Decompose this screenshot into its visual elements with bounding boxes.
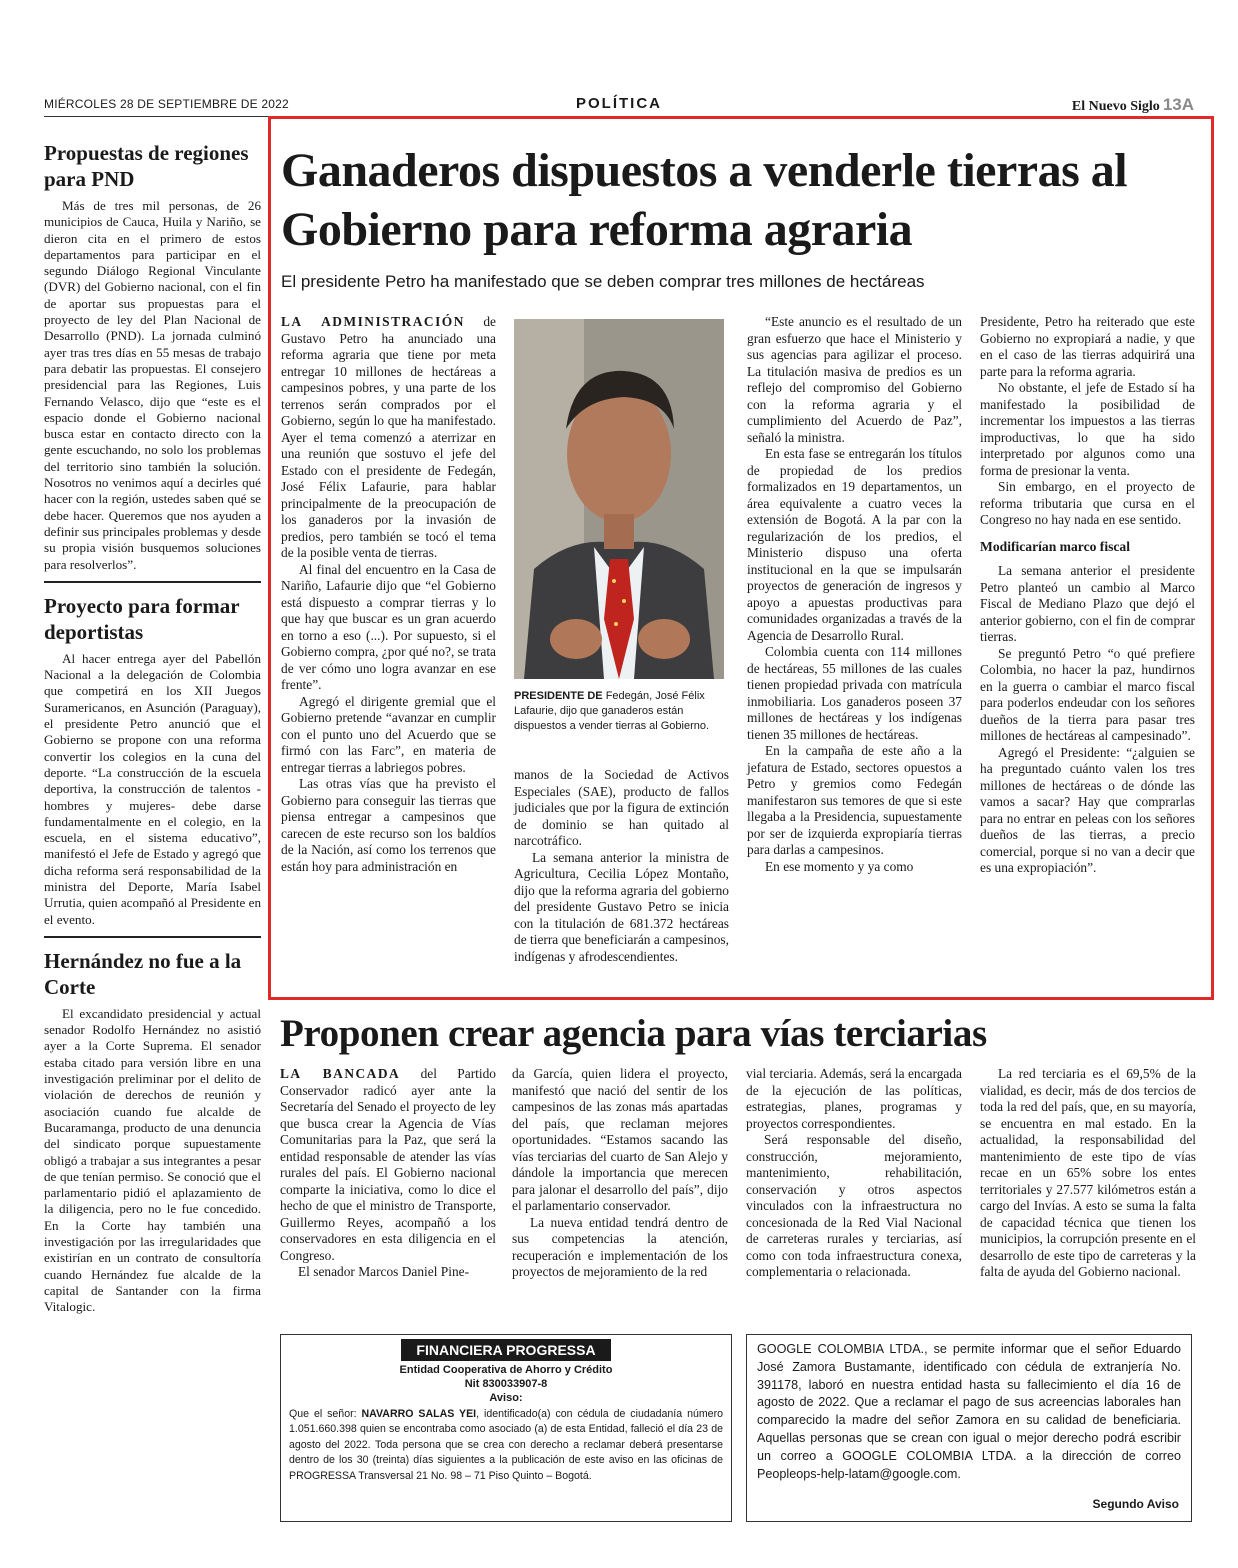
sidebar-story-pnd: [44, 140, 261, 573]
lead-column-4: [980, 314, 1195, 877]
portrait-photo: [514, 319, 724, 679]
sidebar-story-hernandez: [44, 948, 261, 1316]
paragraph: Las otras vías que ha previsto el Gobierno para conseguir las tierras que piensa entregar a campesinos que carecen de este recurso son los baldíos de la Nación, así como los terrenos que están hoy para administración en: [281, 776, 496, 874]
notice-aviso: Aviso:: [489, 1392, 523, 1404]
notice-person-name: NAVARRO SALAS YEI: [361, 1408, 477, 1420]
sidebar: [44, 140, 261, 1324]
notice-signature: Segundo Aviso: [1092, 1497, 1179, 1511]
notice-nit: Nit 830033907-8: [464, 1378, 548, 1390]
paragraph: Agregó el Presidente: “¿alguien se ha preguntado cuánto valen los tres millones de hectáreas o de dónde las vamos a sacar? Hay que comprarlas para no entrar en peleas con los señores dueños de las tierras, a precio comercial, porque si no van a decir que es una expropiación”.: [980, 744, 1195, 875]
notice-body: [281, 1405, 731, 1486]
paragraph: Sin embargo, en el proyecto de reforma tributaria que cursa en el Congreso no hay nada en ese sentido.: [980, 479, 1195, 527]
divider: [44, 936, 261, 938]
story2-column-4: [980, 1066, 1196, 1281]
sidebar-story-body: El excandidato presidencial y actual senador Rodolfo Hernández no asistió ayer a la Corte Suprema. El senador estaba citado para versión libre en una investigación preliminar por el delito de violación de derechos de reunión y asociación cuando fue alcalde de Bucaramanga, producto de una denuncia del sindicato porque supuestamente obligó a trabajar a sus integrantes a pesar de que tenían permiso. Se conoció que el parlamentario pidió el aplazamiento de la diligencia, pero no le fue concedido. En la Corte hay también una investigación por las irregularidades que existirían en un contrato de consultoría cuando Hernández fue alcalde de la capital de Santander con la firma Vitalogic.: [44, 1005, 261, 1315]
paragraph: En la campaña de este año a la jefatura de Estado, sectores opuestos a Petro y gremios como Fedegán manifestaron sus temores de que si este llegaba a la Presidencia, supuestamente por ser de izquierda expropiaría tierras para darlas a campesinos.: [747, 743, 962, 857]
sidebar-story-title: Propuestas de regiones para PND: [44, 141, 249, 191]
caption-lead: PRESIDENTE DE: [514, 690, 603, 702]
paragraph-text: de Gustavo Petro ha anunciado una reforma agraria que tiene por meta entregar 10 millones de hectáreas a campesinos pobres, y una parte de los terrenos serán comprados por el Gobierno, según lo que ha manifestado. Ayer el tema comenzó a aterrizar en una reunión que sostuvo el jefe del Estado con el presidente de Fedegán, José Félix Lafaurie, para hablar principalmente de la preocupación de los ganaderos por la invasión de predios, pero también se tocó el tema de la posible venta de tierras.: [281, 314, 496, 560]
paragraph: [281, 314, 496, 562]
sidebar-story-title: Proyecto para formar deportistas: [44, 593, 240, 644]
caption-text: Fedegán, José Félix Lafaurie, dijo que ganaderos están dispuestos a vender tierras al Gobierno.: [514, 690, 710, 732]
paragraph: “Este anuncio es el resultado de un gran esfuerzo que hace el Ministerio y sus agencias para agilizar el proceso. La titulación masiva de predios es un reflejo del compromiso del Gobierno con la reforma agraria y el cumplimiento del Acuerdo de Paz”, señaló la ministra.: [747, 314, 962, 445]
paragraph: Presidente, Petro ha reiterado que este Gobierno no expropiará a nadie, y que en el caso de las tierras adquirirá una parte para la reforma agraria.: [980, 314, 1195, 379]
paragraph: da García, quien lidera el proyecto, manifestó que nació del sentir de los campesinos de las zonas más apartadas del país, que reclaman mejores oportunidades. “Estamos sacando las vías terciarias del cuarto de San Alejo y dándole la importancia que merecen para jalonar el desarrollo del país”, dijo el parlamentario conservador.: [512, 1066, 728, 1213]
page-number: 13A: [1162, 95, 1194, 114]
paragraph: El senador Marcos Daniel Pine-: [298, 1264, 470, 1279]
photo-caption: [514, 689, 724, 734]
lead-in-caps: LA BANCADA: [280, 1066, 401, 1081]
issue-date: MIÉRCOLES 28 DE SEPTIEMBRE DE 2022: [44, 97, 289, 111]
paragraph: En ese momento y ya como: [765, 858, 914, 874]
divider: [44, 581, 261, 583]
lead-headline: Ganaderos dispuestos a venderle tierras al Gobierno para reforma agraria: [281, 144, 1128, 256]
notice-text: , identificado(a) con cédula de ciudadanía número 1.051.660.398 quien se encontraba como asociado (a) de esta Entidad, falleció el día 23 de agosto del 2022. Toda persona que se crea con derecho a reclamar deberá presentarse dentro de los 30 (treinta) días siguientes a la publicación de este aviso en las oficinas de PROGRESSA Transversal 21 No. 98 – 71 Piso Quinto – Bogotá.: [289, 1408, 723, 1482]
sidebar-story-body: Al hacer entrega ayer del Pabellón Nacional a la delegación de Colombia que competirá en los XII Juegos Suramericanos, en Asunción (Paraguay), el presidente Petro anunció que el Gobierno se propone con una reforma convertir los colegios en la cuna del deporte. “La construcción de la escuela deportiva, la construcción de talentos -hombres y mujeres- debe darse fundamentalmente en el colegio, en la escuela, en el sistema educativo”, manifestó el Jefe de Estado y agregó que dicha reforma será responsabilidad de la ministra del Deporte, María Isabel Urrutia, quien acompañó al Presidente en el evento.: [44, 650, 261, 927]
lead-deck: El presidente Petro ha manifestado que se deben comprar tres millones de hectáreas: [281, 272, 925, 291]
paragraph: Colombia cuenta con 114 millones de hectáreas, 55 millones de las cuales tienen propiedad privada con matrícula inmobiliaria. Los ganaderos poseen 37 millones de hectáreas y los indígenas tienen 35 millones de hectáreas.: [747, 644, 962, 742]
lead-column-3: [747, 314, 962, 875]
story2-column-3: [746, 1066, 962, 1281]
paragraph: En esta fase se entregarán los títulos de propiedad de los predios formalizados en 19 departamentos, un área equivalente a cuatro veces la extensión de Bogotá. A la par con la regularización de los predios, el Ministerio dispuso una oferta institucional en la que se impulsarán proyectos de generación de ingresos y apoyo a apuestas productivas para comunidades organizadas a través de la Agencia de Desarrollo Rural.: [747, 446, 962, 643]
story2-column-1: [280, 1066, 496, 1281]
notice-text: Que el señor:: [289, 1408, 357, 1420]
paragraph: Al final del encuentro en la Casa de Nariño, Lafaurie dijo que “el Gobierno está dispuesto a comprar tierras y lo que hay que buscar es un gran acuerdo en torno a eso (...). Por supuesto, si el Gobierno compra, ¿por qué no?, se trata de ver cómo uno logra avanzar en ese frente”.: [281, 561, 496, 692]
brand-name: El Nuevo Siglo: [1071, 99, 1160, 114]
paragraph: Agregó el dirigente gremial que el Gobierno pretende “avanzar en cumplir con el punto uno del Acuerdo que se firmó con las Farc”, en materia de entregar tierras a labriegos pobres.: [281, 693, 496, 775]
story2-headline: Proponen crear agencia para vías terciarias: [280, 1012, 987, 1055]
paragraph: Será responsable del diseño, construcción, mejoramiento, mantenimiento, rehabilitación, conservación y otros aspectos vinculados con la infraestructura no concesionada de la Red Vial Nacional de carreteras rurales y terciarias, así como con toda infraestructura conexa, complementaria o relacionada.: [746, 1132, 962, 1279]
lead-column-2: [514, 767, 729, 965]
paragraph: Se preguntó Petro “o qué prefiere Colombia, no hacer la paz, hundirnos en la guerra o cambiar el marco fiscal para poderlos endeudar con los señores dueños de la tierra para pasar tres millones de hectáreas al campesinado”.: [980, 645, 1195, 743]
paragraph: vial terciaria. Además, será la encargada de la ejecución de las políticas, estrategias, planes, programas y proyectos correspondientes.: [746, 1066, 962, 1131]
newspaper-brand: [1072, 95, 1194, 115]
paragraph: La semana anterior la ministra de Agricultura, Cecilia López Montaño, dijo que la reforma agraria del gobierno del presidente Gustavo Petro se inicia con la titulación de 681.372 hectáreas de tierra que beneficiarán a campesinos, indígenas y afrodescendientes.: [514, 849, 729, 964]
paragraph-text: del Partido Conservador radicó ayer ante la Secretaría del Senado el proyecto de ley que busca crear la Agencia de Vías Comunitarias para la Paz, que será la entidad responsable de atender las vías rurales del país. El Gobierno nacional comparte la iniciativa, como lo dice el hecho de que el ministro de Transporte, Guillermo Reyes, acompañó a los conservadores en esta diligencia en el Congreso.: [280, 1066, 496, 1263]
page-header: [44, 95, 1194, 117]
lead-column-1: [281, 314, 496, 875]
section-name: POLÍTICA: [576, 95, 662, 112]
portrait-image: [514, 319, 724, 679]
notice-subtitle: Entidad Cooperativa de Ahorro y Crédito: [399, 1364, 613, 1376]
story2-column-2: [512, 1066, 728, 1281]
legal-notice-google: [746, 1334, 1192, 1522]
notice-title: FINANCIERA PROGRESSA: [401, 1339, 611, 1361]
paragraph: manos de la Sociedad de Activos Especiales (SAE), producto de fallos judiciales que por la figura de extinción de dominio se han quitado al narcotráfico.: [514, 767, 729, 848]
sidebar-story-body: Más de tres mil personas, de 26 municipios de Cauca, Huila y Nariño, se dieron cita en el primero de estos departamentos para participar en el segundo Diálogo Regional Vinculante (DVR) del Gobierno nacional, con el fin de aportar sus propuestas para el proyecto de ley del Plan Nacional de Desarrollo (PND). La jornada culminó ayer tras tres días en 55 mesas de trabajo para debatir las propuestas. El consejero presidencial para las Regiones, Luis Fernando Velasco, dijo que “este es el espacio donde el Gobierno nacional busca estar en contacto directo con la gente escuchando, no solo los problemas del territorio sino también la solución. Nosotros no venimos aquí a decirles qué hacer con la región, ustedes saben qué se debe hacer. Queremos que nos ayuden a definir sus principales problemas y desde su propia visión busquemos soluciones para resolverlos”.: [44, 198, 261, 572]
sidebar-story-title: Hernández no fue a la Corte: [44, 948, 242, 999]
sidebar-story-deportistas: [44, 593, 261, 928]
legal-notice-progressa: [280, 1334, 732, 1522]
lead-story: [268, 116, 1214, 1000]
notice-body: GOOGLE COLOMBIA LTDA., se permite informar que el señor Eduardo José Zamora Bustamante, identificado con cédula de extranjería No. 391178, laboró en nuestra entidad hasta su fallecimiento el día 16 de agosto de 2022. Que a reclamar el pago de sus acreencias laborales han comparecido la madre del señor Zamora en su calidad de beneficiaria. Aquellas personas que se crean con igual o mejor derecho podrá escribir un correo a GOOGLE COLOMBIA LTDA. a la dirección de correo Peopleops-help-latam@google.com.: [757, 1342, 1181, 1481]
paragraph: La red terciaria es el 69,5% de la vialidad, es decir, más de dos tercios de toda la red del país, que, en su mayoría, se encuentra en mal estado. En la actualidad, la responsabilidad del mantenimiento de este tipo de vías recae en un 65% sobre los entes territoriales y 27.577 kilómetros están a cargo del Invías. A esto se suma la falta de capacidad técnica que tienen los municipios, la corrupción presente en el desarrollo de este tipo de carreteras y la falta de ayuda del Gobierno nacional.: [980, 1066, 1196, 1279]
paragraph: La semana anterior el presidente Petro planteó un cambio al Marco Fiscal de Mediano Plazo que dejó el anterior gobierno, con el fin de comprar tierras.: [980, 563, 1195, 644]
lead-in-caps: LA ADMINISTRACIÓN: [281, 314, 465, 329]
paragraph: No obstante, el jefe de Estado sí ha manifestado la posibilidad de incrementar los impuestos a las tierras improductivas, lo que ha sido interpretado por algunos como una forma de presionar la venta.: [980, 380, 1195, 478]
paragraph: [280, 1066, 496, 1264]
subhead: Modificarían marco fiscal: [980, 538, 1131, 554]
paragraph: La nueva entidad tendrá dentro de sus competencias la atención, recuperación e implementación de los proyectos de mejoramiento de la red: [512, 1214, 728, 1279]
